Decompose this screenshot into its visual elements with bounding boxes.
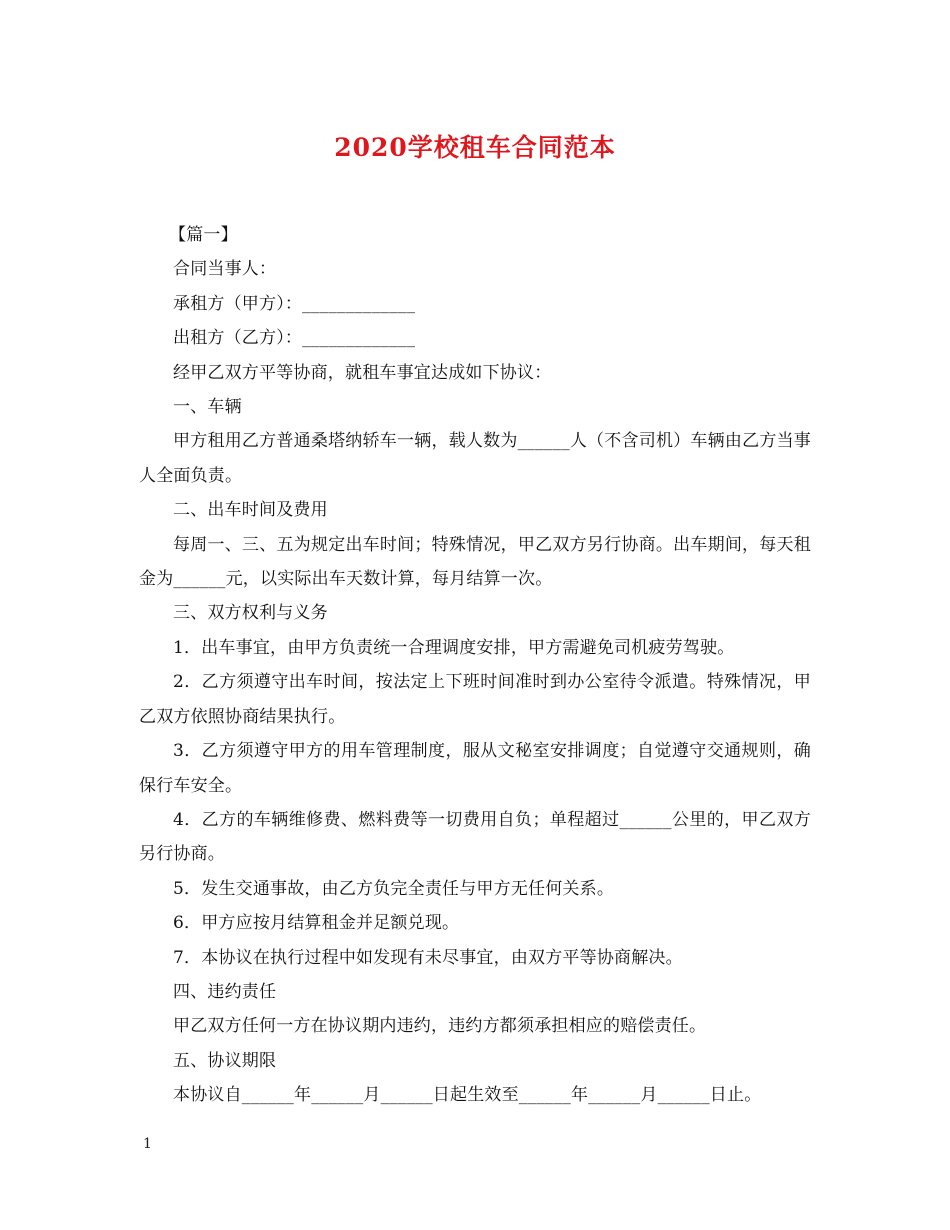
paragraph-vehicle: 甲方租用乙方普通桑塔纳轿车一辆，载人数为______人（不含司机）车辆由乙方当事人全面负责。: [139, 431, 811, 486]
document-title: 2020学校租车合同范本: [334, 133, 616, 162]
heading-rights-duties: 三、双方权利与义务: [173, 603, 328, 624]
clause-7: 7．本协议在执行过程中如发现有未尽事宜，由双方平等协商解决。: [173, 947, 683, 968]
clause-2: 2．乙方须遵守出车时间，按法定上下班时间准时到办公室待令派遣。特殊情况，甲乙双方依照协商结果执行。: [139, 672, 811, 727]
paragraph-lessee: 承租方（甲方）：_____________: [173, 293, 416, 314]
clause-4: 4．乙方的车辆维修费、燃料费等一切费用自负；单程超过______公里的，甲乙双方另行协商。: [139, 809, 811, 865]
paragraph-agreement-intro: 经甲乙双方平等协商，就租车事宜达成如下协议：: [173, 362, 552, 383]
heading-liability: 四、违约责任: [173, 981, 277, 1002]
heading-schedule-fees: 二、出车时间及费用: [173, 500, 328, 521]
clause-5: 5．发生交通事故，由乙方负完全责任与甲方无任何关系。: [173, 878, 615, 899]
page-number: 1: [143, 1136, 152, 1152]
document-body: [139, 218, 811, 1113]
paragraph-parties: 合同当事人：: [173, 259, 277, 280]
heading-term: 五、协议期限: [173, 1050, 277, 1071]
clause-3: 3．乙方须遵守甲方的用车管理制度，服从文秘室安排调度；自觉遵守交通规则，确保行车安全。: [139, 741, 811, 796]
heading-vehicle: 一、车辆: [173, 397, 242, 418]
clause-6: 6．甲方应按月结算租金并足额兑现。: [173, 913, 460, 934]
paragraph-liability: 甲乙双方任何一方在协议期内违约，违约方都须承担相应的赔偿责任。: [173, 1016, 707, 1037]
paragraph-lessor: 出租方（乙方）：_____________: [173, 328, 416, 349]
clause-1: 1．出车事宜，由甲方负责统一合理调度安排，甲方需避免司机疲劳驾驶。: [173, 637, 735, 658]
paragraph-schedule-fees: 每周一、三、五为规定出车时间；特殊情况，甲乙双方另行协商。出车期间，每天租金为______元，以实际出车天数计算，每月结算一次。: [139, 534, 811, 590]
paragraph-term: 本协议自______年______月______日起生效至______年______月______日止。: [173, 1085, 762, 1106]
section-label: 【篇一】: [169, 225, 238, 245]
